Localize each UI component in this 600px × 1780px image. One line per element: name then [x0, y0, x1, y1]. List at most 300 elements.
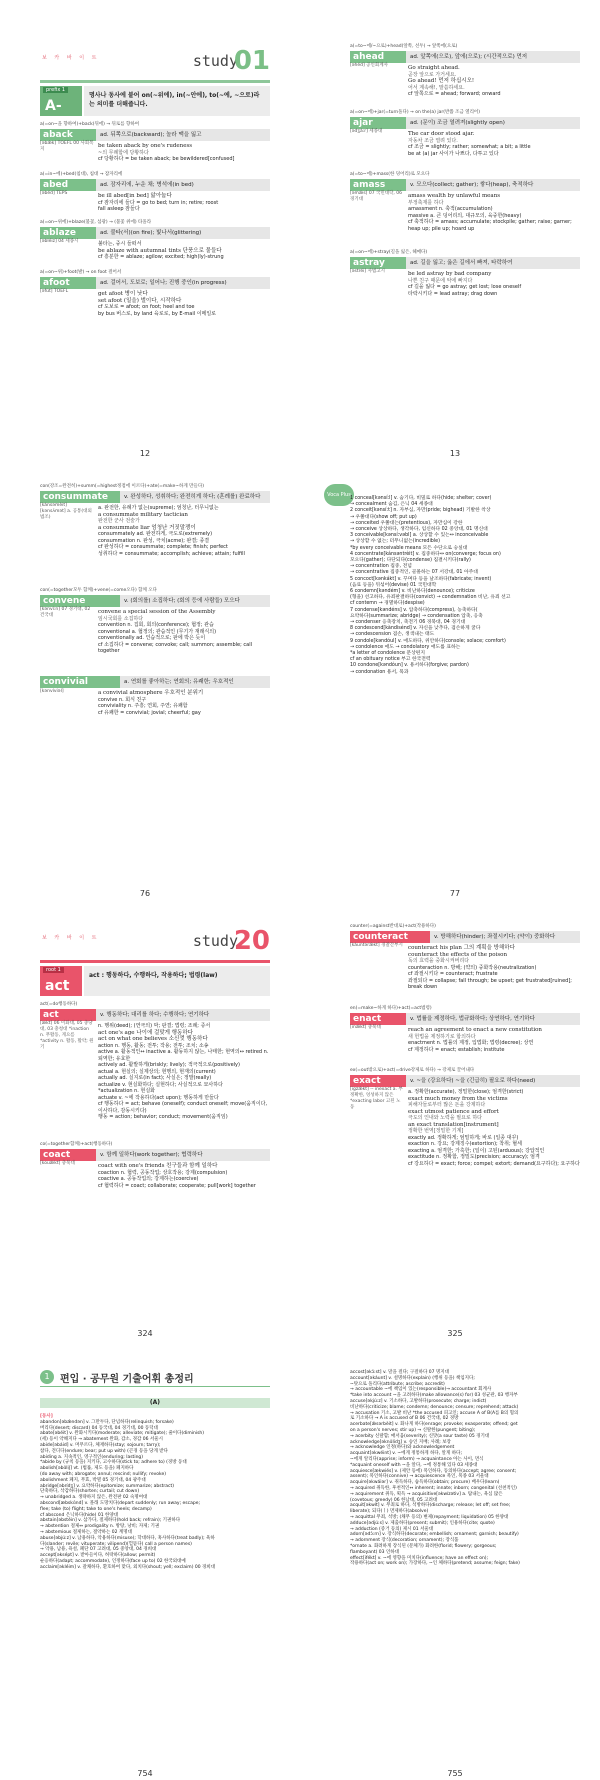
list-item: → conceited 우쭐대는(pretentious), 자만심이 강한 [350, 520, 463, 526]
pronunciation: [əbǽk] TOEFL 00 사회복지 [40, 141, 94, 152]
related: 타락시키다 = lead astray; drag down [408, 290, 498, 297]
list-item: 비난하다(criticize; blame; condemn; denounce; censure; reprehend; attack) [350, 1404, 519, 1410]
headword: exact [350, 1075, 406, 1087]
etymology: a(=on~위)+foot(발) → on foot 걸어서 [40, 270, 122, 275]
example: a consummate liar 엄청난 거짓말쟁이 [98, 524, 196, 531]
related: *actualization n. 현실화 [98, 1088, 155, 1094]
definition: v. ~을 (강요하다) ~을 (긴급히) 필요로 하다(need) [406, 1075, 580, 1087]
list-item: assent); 묵인하다(connive) → acquiescence 묵인, 묵종 03 서울대 [350, 1474, 489, 1480]
related: cf 유쾌한 = convivial; jovial; cheerful; gay [98, 709, 201, 716]
etymology: a(=to~에)+mass(한 덩어리)로 모으다 [350, 172, 430, 177]
pronunciation: [kənvíviəl] [40, 689, 64, 694]
headword: convene [40, 595, 120, 607]
list-item: → 우쭐대다(show off; put up) [350, 514, 417, 520]
related: cf 강요하다 = exact; force; compel; extort; demand(요구하다); 요구하다 [408, 1160, 580, 1167]
list-item: 단축하다, 삭감하다(shorten; curtail; cut down) [40, 1489, 140, 1495]
list-item: flee; take (to) flight; take to one's heels; decamp) [40, 1506, 152, 1512]
list-item: → abstemious 절제하는, 절약하는 02 계명대 [40, 1529, 132, 1535]
example: amass wealth by unlawful means [408, 193, 501, 199]
root-box [40, 966, 82, 996]
definition: ad. 앞쪽에(으로), 앞에(으로); (시간적으로) 먼저 [406, 51, 580, 63]
headword: ajar [350, 117, 406, 129]
related: convention n. 집회, 회의(conference); 협정; 관습 [98, 622, 214, 628]
example: be ablaze with autumnal tints 단풍으로 물들다 [98, 247, 222, 254]
related: 좌절되다 = collapse; fall through; be upset; get frustrated[ruined]; break down [408, 977, 572, 990]
headword: ablaze [40, 227, 96, 239]
pronunciation: [əstréi] 사법고시 [350, 269, 385, 274]
page-324 [10, 920, 280, 1340]
list-item: acerbate[ǽsərbèit] v. 화나게 하다(enrage; provoke; exasperate; offend; get [350, 1422, 518, 1428]
definition: v. 방해하다(hinder); 좌절시키다; (약이) 중화하다 [430, 931, 580, 943]
list-item: (covetous; greedy) 06 한남대, 05 고려대 [350, 1497, 438, 1503]
related: actualize v. 현실화하다; 실현하다; 사실적으로 묘사하다 [98, 1081, 223, 1088]
example: convene a special session of the Assembly [98, 609, 216, 615]
list-item: *a letter of condolence 문상편지 [350, 651, 426, 657]
pronunciation: [ədʒáːr] 세종대 [350, 129, 383, 134]
entry-body [98, 143, 270, 163]
list-item: → adduction (증거 등의) 제시 01 서울대 [350, 1526, 434, 1532]
list-item: accept[əksépt] v. 받아들이다, 허락하다(allow; permit) [40, 1553, 156, 1559]
related: counteraction n. 방해; (약의) 중화작용(neutralization) [408, 964, 537, 971]
related: 행동 = action; behavior; conduct; movement(움직임) [98, 1114, 228, 1120]
page-number: 77 [449, 889, 461, 898]
entry-astray [350, 250, 580, 297]
related: cf 길을 잃다 = go astray; get lost; lose oneself [408, 284, 522, 290]
list-item: acquire[əkwáiər] v. 취득하다, 습득하다(obtain; procure) 배우다(learn) [350, 1480, 500, 1486]
list-item: 로 기소하다 → A is accused of B 06 건국대, 02 경방 [350, 1416, 459, 1422]
list-item: *abide by (규칙 등을) 지키다, 고수하다(stick to; adhere to) (경방 동대 [40, 1460, 187, 1466]
entry-convivial [40, 676, 270, 716]
definition: ad. 뒤쪽으로(backward); 놀라 맥을 잃고 [96, 129, 270, 141]
list-item: abuse[əbjúːz] v. 남용하다, 악용하다(misuse); 학대하다, 혹사하다(treat badly); 욕하 [40, 1535, 215, 1541]
related: a. 완전한, 유례가 없는(supreme); 엄청난, 터무니없는 [98, 505, 219, 511]
chapter-title: 편입 · 공무원 기출어휘 총정리 [60, 1374, 194, 1385]
list-item: (음료 등을) 뒤섞어(devise) 01 국민대학 [350, 582, 437, 588]
list-item: → condolence 애도 → condolatory 애도를 표하는 [350, 644, 461, 650]
related: exactitude n. 정확함, 정밀도(precision; accuracy); 엄격 [408, 1154, 540, 1160]
definition: ad. 불타(서)(on fire); 빛나서(glittering) [96, 227, 270, 239]
list-item: → acknowledge 인정(하다)와 acknowledgement [350, 1445, 455, 1451]
pronunciation: [kənvíːn] 07 경기대, 02 건국대 [40, 607, 91, 618]
related: action n. 행동, 활동; 전투; 작용; 전투; 조치; 소송 [98, 1042, 209, 1049]
list-item: 요약하다(summarize; abridge) → condensation 압축, 응축 [350, 613, 483, 619]
etymology: act(=do행동하다) [40, 1002, 78, 1007]
pronunciation: [əhéd] 공인회계사 [350, 63, 388, 68]
related: amassment n. 축적(accumulation) [408, 206, 493, 212]
etymology: a(=on~에)+jar(=turn돌다) → on the(a) jar(반쯤 조금 열리어) [350, 110, 481, 115]
list-item: acknowledge[əknɑ́lidʒ] v. 승인 지배; 사례; 보장 [350, 1439, 451, 1445]
page-77 [320, 480, 590, 900]
related: conventional a. 협정의; 관습적인 (무기가 재래식의) [98, 628, 217, 635]
etymology: con(강조=완전히)+summ(=highest정점에 이르다)+ate(=make~하게 만들다) [40, 484, 204, 489]
list-item: → 악용, 남용, 욕설, 폐단 07 고려대, 05 중앙대, 04 경희대 [40, 1547, 157, 1553]
list-item: abate[əbéit] v. 완화시키다(moderate; alleviate; mitigate); 줄이다(diminish) [40, 1431, 205, 1437]
list-item: 버리다(desert; discard) 04 동국대, 04 경기대, 00 동덕대 [40, 1425, 158, 1431]
example: a consummate military tactician [98, 511, 188, 518]
entry-body [408, 945, 580, 991]
related: actuate v. ~에 작용하다(act upon); 행동하게 만들다 [98, 1094, 219, 1101]
list-item: acquiesce[ækwiés] v. (제안 등에) 묵인하다, 동의하다(accept; agree; consent; [350, 1468, 517, 1474]
related: a. 정확한(accurate), 정밀한(close); 엄격한(strict) [408, 1089, 524, 1095]
list-item: cf abscond 은닉하다(hide) 01 한양대 [40, 1512, 119, 1518]
related: exacting a. 엄격한; 가혹한; (일이) 고된(arduous); 강압적인 [408, 1147, 545, 1154]
page-13 [320, 40, 590, 460]
list-item: 4 concentrate[kánsəntrèit] v. 집중하다↔ on(converge; focus on) [350, 551, 501, 557]
headword: astray [350, 257, 406, 269]
example: act on what one believes 소신껏 행동하다 [98, 1036, 208, 1042]
related: actual a. 현실의; 실제상의; 현행의, 현재의(current) [98, 1068, 216, 1075]
entry-convene [40, 588, 270, 655]
translation: ~의 무례함에 당황하다 [98, 149, 149, 156]
page-number: 325 [447, 1329, 463, 1338]
pronunciation: [əbléiz] 04 세종시 [40, 239, 79, 244]
appendix-title [40, 1368, 270, 1387]
list-item: abandon[əbǽndən] v. 그만두다, 단념하다(relinquish; forsake) [40, 1419, 174, 1425]
page-number: 755 [447, 1769, 463, 1778]
headword: coact [40, 1149, 96, 1161]
definition: a. 연회를 좋아하는; 연회의; 유쾌한; 우호적인 [120, 676, 270, 688]
pronunciation: [əmǽs] 07 국민대학, 06 경기대 [350, 191, 402, 202]
list-item: acquaint[əkwéint] v. ~에게 정통하게 하다, 알게 하다; [350, 1451, 462, 1457]
example: exact utmost patience and effort [408, 1108, 499, 1115]
list-item: → acquired 취득한, 후천적인↔ inherent; innate; inborn; congenital (선천적인) [350, 1485, 517, 1491]
list-item: → abstention 절제↔ prodigality n. 방탕, 낭비; 자제; 기권 [40, 1524, 160, 1530]
brand-label: 보 카 바 이 트 [42, 935, 100, 941]
example: an exact translation[instrument] [408, 1121, 499, 1128]
appendix-list [40, 1414, 272, 1571]
etymology: ex(=out밖으로)+act(=drive강제로 하다) → 강제로 끌어내다 [350, 1068, 475, 1073]
list-item: → condonation 용서, 묵과 [350, 669, 409, 675]
pronunciation: [kàuntərǽkt] 경찰간부시 [350, 943, 403, 948]
appendix-list [350, 1370, 582, 1567]
entry-coact [40, 1142, 270, 1189]
entry-body [98, 193, 270, 213]
etymology: en(=make~하게 하다)+act(=act법령) [350, 1006, 432, 1011]
list-item: 참다, 견디다(endure; bear; put up with) (곤경 등을 당게 받다 [40, 1448, 168, 1454]
related: consummation n. 완성, 극치(acme); 완결; 종결 [98, 537, 210, 544]
example: get afoot 병이 낫다 [98, 291, 148, 297]
translation: 자동차 조금 열려 있다. [408, 137, 458, 144]
entry-body [408, 271, 580, 297]
related: active a. 활동적인↔ inactive a. 활동하지 않는, 나태한; 현역의↔ retired n. 퇴역한; 유효한 [98, 1049, 269, 1062]
list-item: 10 condone[kəndóun] v. 용서하다(forgive; pardon) [350, 663, 469, 669]
list-item: abscond[æbskɑ́nd] v. 몰래 도망치다(depart suddenly; run away; escape; [40, 1500, 201, 1506]
translation: 극도의 인내와 노력을 필요로 하다 [408, 1115, 482, 1121]
related: cf 완성하다 = consummate; complete; finish; perfect [98, 544, 228, 550]
list-item: → conceive 상상하다, 생각하다, 임신하다 02 중앙대, 01 명신대 [350, 527, 488, 533]
related: cf 잠자리에 들다 = go to bed; turn in; retire; roost [98, 199, 219, 206]
list-item: ~에게 알리다(apprise; inform) → acquaintance 아는 사이, 면식 [350, 1456, 484, 1462]
related: coaction n. 협력, 공동작업; 상호작용; 강제(compulsion) [98, 1169, 228, 1176]
list-item: 1 conceal[kənsíːl] v. 숨기다, 비밀로 하다(hide; shelter; cover) [350, 496, 492, 501]
definition: v. 행동하다; 대리를 하다; 수행하다; 연기하다 [96, 1009, 270, 1021]
study-header [40, 46, 270, 83]
entry-enact [350, 1006, 580, 1053]
related: cf 좌절시키다 = counteract; frustrate [408, 971, 498, 977]
pronunciation: [əbéd] TEPS [40, 191, 68, 196]
etymology: counter(=against반대로)+act(작용하다) [350, 924, 436, 929]
related: 불타는, 중시 들떠서 [98, 241, 142, 247]
list-item: 9 condole[kəndóul] v. 애도하다, 위안하다(console; solace; comfort) [350, 638, 506, 644]
entry-ablaze [40, 220, 270, 261]
prefix-box [40, 86, 82, 116]
list-item: → condescension 겸손, 생색내는 태도 [350, 632, 435, 638]
pronunciation: [kánsəmèit] [kənsʌ́mət] a. 공통(대외법조) [40, 503, 92, 520]
related: fall asleep 잠들다 [98, 206, 140, 212]
page-12 [10, 40, 280, 460]
list-item: abridge[əbrídʒ] v. 요약하다(epitomize; summarize; abstract) [40, 1483, 174, 1489]
prefix-name: A- [45, 98, 62, 114]
entry-body [98, 505, 270, 557]
entry-body [98, 690, 270, 716]
pronunciation: [inǽkt] 충북대 [350, 1025, 381, 1030]
page-325 [320, 920, 590, 1340]
related: cf 소집하다 = convene; convoke; call; summon; assemble; call together [98, 641, 252, 654]
list-item: → concentration 집중, 전념 [350, 564, 412, 570]
headword: consummate [40, 491, 120, 503]
example: be taken aback by one's rudeness [98, 143, 193, 149]
translation: 부정축재를 하다 [408, 199, 444, 206]
related: by bus 버스로, by land 육로로, by E-mail 이메일로 [98, 310, 217, 317]
root-tag: root 1 [43, 967, 64, 973]
list-item: (세) 등이 약해지다 → abatement 완화, 감소, 경감 06 서울시 [40, 1437, 163, 1443]
list-item: *take into account ~을 고려하다(make allowance(s) for) 03 성균관, 03 행자부 [350, 1393, 518, 1399]
entry-body [408, 1089, 580, 1167]
study-word: study [192, 52, 238, 70]
list-item: → adornment 장식(decoration; ornament); 장식품 [350, 1538, 459, 1544]
list-item: acquit[əkwít] v. 무죄로 하다, 석방하다(discharge; release; let off; set free; [350, 1503, 511, 1509]
list-item: (do away with; abrogate; annul; rescind; nullify; revoke) [40, 1471, 167, 1477]
prefix-tag: prefix 1 [43, 87, 68, 93]
entry-ajar [350, 110, 580, 157]
study-word: study [192, 932, 238, 950]
related: cf 축적하다 = amass; accumulate; stockpile; gather; raise; garner; heap up; pile up; hoard up [408, 219, 572, 232]
entry-body [98, 291, 270, 317]
page-number: 324 [137, 1329, 153, 1338]
related: conventionally ad. 인습적으로; 판에 박은 듯이 [98, 635, 206, 641]
headword: enact [350, 1013, 406, 1025]
translation: 임시국회를 소집하다 [98, 615, 144, 622]
list-item: (형을) 선고하다, 유죄판결하다(convict) → condemnation 비난, 유죄 선고 [350, 595, 511, 601]
entry-body [98, 241, 270, 261]
section-label: [동사] [40, 1414, 53, 1419]
entry-body [408, 193, 580, 232]
list-item: abolishment 폐지, 무효, 박멸 05 경기대, 04 광주대 [40, 1477, 146, 1483]
example: counteract the effects of the poison [408, 951, 508, 958]
page-number: 754 [137, 1769, 153, 1778]
list-item: → condenser 응축장치, 축전기 06 경북대, 04 경기대 [350, 620, 466, 626]
headword: aback [40, 129, 96, 141]
translation: 완전한 군사 전술가 [98, 518, 140, 524]
list-item: abstain[əbstéin] v. 삼가다, 절제하다(hold back; refrain); 기권하다 [40, 1518, 181, 1524]
example: a convivial atmosphere 우호적인 분위기 [98, 690, 204, 696]
related: cf 협력하다 = coact; collaborate; cooperate; pull[work] together [98, 1182, 256, 1189]
list-item: *by every conceivable means 모든 수단으로 숭실대 [350, 545, 468, 551]
list-item: → concentrative 집중적인, 골몰하는 07 서강대, 01 아주대 [350, 570, 478, 576]
pronunciation: [ækt] 06 이화대, 05 충당대, 03 충청대 *inaction n. 무활동, 게으름 *activity n. 활동, 활약; 원기 [40, 1021, 94, 1050]
page-755 [320, 1360, 590, 1780]
related: coactive a. 공동작업의; 강제하는(coercive) [98, 1176, 199, 1182]
related: actively ad. 활발하게(briskly; lively); 적극적으로(positively) [98, 1062, 240, 1068]
related: be at (a) jar 사이가 나쁘다, 다투고 있다 [408, 150, 499, 157]
related: cf 제정하다 = enact; establish; institute [408, 1046, 505, 1053]
definition: ad. 잠자리에, 누운 채; 병석에(in bed) [96, 179, 270, 191]
related: n. 행위(deed); (연극의) 막; 판결; 법령; 조례; 증서 [98, 1023, 211, 1029]
example: The car door stood ajar. [408, 131, 475, 137]
example: exact much money from the victims [408, 1095, 508, 1102]
related: consummately ad. 완전하게, 극도로(extremely) [98, 531, 213, 537]
example: Go ahead! 먼저 하십시오! [408, 78, 475, 84]
etymology: con(=together모두 함께)+vene(=come오다) 함께 오다 [40, 588, 157, 593]
definition: v. (회의를) 소집하다; (회의 등에 사람들) 모으다 [120, 595, 270, 607]
chapter-number: 1 [40, 1370, 54, 1384]
example: be led astray by bad company [408, 271, 492, 277]
entry-body [98, 1023, 270, 1121]
page-76 [10, 480, 280, 900]
example: counteract his plan 그의 계획을 방해하다 [408, 945, 515, 951]
root-description: act : 행동하다, 수행하다, 작용하다; 법령(law) [84, 966, 270, 996]
example: be ill abed[in bed] 앓아눕다 [98, 193, 172, 199]
list-item: 7 condense[kəndéns] v. 압축하다(compress), 농축하다( [350, 607, 478, 613]
list-item: → unabridged a. 생략하지 않은, 완전판 02 숙명여대 [40, 1495, 148, 1501]
example: Go straight ahead. [408, 65, 460, 71]
headword: amass [350, 179, 406, 191]
example: act one's age 나이에 걸맞게 행동하다 [98, 1029, 193, 1036]
list-item: adorn[ədɔ́ːrn] v. 장식하다(decorate; embellish; ornament; garnish; beautify) [350, 1532, 519, 1538]
etymology: a(=on~위에)+blaze(불꽃, 섬광) → (불꽃 위에) 타올라 [40, 220, 152, 225]
related: cf 도보로 = afoot; on foot; heel and toe [98, 304, 195, 310]
etymology: a(=in~에)+bed(침대), 침대 → 잠자리에 [40, 172, 123, 177]
translation: 정확한 번역[정밀한 기계] [408, 1128, 464, 1134]
translation: 나쁜 친구 때문에 악에 빠지다 [408, 277, 473, 284]
study-number: 20 [233, 926, 270, 956]
related: cf 흥분한 = ablaze; agilow; excited; high(ly)-strung [98, 254, 224, 260]
list-item: abide[əbáid] v. 머무르다, 체재하다(stay; sojourn; tarry); [40, 1442, 161, 1448]
related: cf 당황하다 = be taken aback; be bewildered[confused] [98, 156, 235, 162]
list-item: 다(slander; revile; vituperate; vilipend)(헐뜯다) call a person names) [40, 1541, 192, 1547]
related: cf 조금 = slightly; rather; somewhat; a bit; a little [408, 144, 531, 150]
related: cf 행동하다 = act; behave (oneself); conduct oneself; move(움직이다, 이사하다, 감동시키다) [98, 1101, 268, 1114]
related: cf 앞쪽으로 = ahead; forward; onward [408, 91, 501, 97]
related: enactment n. 법률의 제정, 입법화; 법령(decree); 상연 [408, 1040, 534, 1046]
definition: v. 완성하다, 성취하다; 완전히게 하다; (혼례를) 완료하다 [120, 491, 270, 503]
root-name: act [45, 978, 70, 994]
voca-plus-badge: Voca Plus [324, 484, 354, 506]
headword: convivial [40, 676, 120, 688]
list-item: on a person's nerves; stir up) → 신랄한(pungent; biting); [350, 1427, 476, 1433]
list-item: *acquaint oneself with ~을 알다, ~에 정통해 있다 03 세종대 [350, 1462, 478, 1468]
entry-act [40, 1002, 270, 1121]
list-item: flamboyant) 03 인하대 [350, 1549, 400, 1555]
list-item: 5 concoct[kənkákt] v. 꾸며다 등을 날조하다(fabricate; invent) [350, 576, 492, 582]
translation: 곧장 앞으로 가거세요. [408, 71, 457, 78]
definition: v. 법률을 제정하다, 법규화하다; 상연하다, 연기하다 [406, 1013, 580, 1025]
prefix-description: 명사나 동사에 붙어 on(~위에), in(~안에), to(~에, ~으로)라는 의미를 더해줍니다. [84, 86, 270, 116]
list-item: 3 conceivable[kənsíːvəbl] a. 상상할 수 있는↔ inconceivable [350, 533, 489, 539]
list-item: 2 conceit[kənsíːt] n. 자부심, 자만(pride; bighead) 기발한 착상 [350, 508, 491, 514]
pronunciation: [igzǽkt] -- inexact a. 부정확한, 엉성하지 않은 *exacting labor 고된 노동 [350, 1087, 403, 1110]
list-item: effect[ifékt] v. ~에 영향을 미치다(influence; have an effect on); [350, 1555, 489, 1561]
translation: 어서 계속해!, 말씀하세요. [408, 84, 465, 91]
related: 성취하다 = consummate; accomplish; achieve; attain; fulfill [98, 550, 245, 557]
definition: v. 모으다(collect; gather); 쌓다(heap), 축적하다 [406, 179, 580, 191]
list-item: → acerbity 신랄함; 매서움(severity); 신맛(a sour taste) 05 경기대 [350, 1433, 490, 1439]
list-item: → acquirement 취득, 획득 → acquisitive[əkwízətiv] a. 탐내는, 욕심 많은 [350, 1491, 503, 1497]
entry-body [408, 131, 580, 157]
list-item: account[əkáunt] v. 설명하다(explain) (행위 등을) 책임지다; [350, 1375, 475, 1381]
pronunciation: [əfút] TOEFL [40, 289, 69, 294]
example: reach an agreement to enact a new constitution [408, 1027, 542, 1033]
translation: 새 헌법을 제정하기로 합의하다 [408, 1033, 476, 1040]
related: exaction n. 강요; 강제징수(extortion); 착취; 혈세 [408, 1141, 522, 1147]
list-item: ~탓으로 돌리다(attribute; ascribe; accredit) [350, 1381, 445, 1387]
entry-ahead [350, 44, 580, 98]
study-number: 01 [233, 46, 270, 76]
pronunciation: [kouǽkt] 충북대 [40, 1161, 75, 1166]
list-item: accost[əkɔ́ːst] v. 말을 걸다; 구걸하다 07 명지대 [350, 1370, 449, 1375]
headword: ahead [350, 51, 406, 63]
example: coact with one's friends 친구들과 함께 일하다 [98, 1163, 218, 1169]
entry-consummate [40, 484, 270, 557]
entry-exact [350, 1068, 580, 1167]
page-754 [10, 1360, 280, 1780]
list-item: 순응하다(adapt; accommodate), 인정하다(face up to) 02 한국외대예 [40, 1558, 186, 1564]
definition: ad. 걸어서, 도보로; 일어나; 진행 중인(in progress) [96, 277, 270, 289]
entry-body [408, 1027, 580, 1053]
definition: ad. (문이) 조금 열려져(slightly open) [406, 117, 580, 129]
list-item: adduce[ədjúːs] v. 제출하다(present; submit); 인용하다(cite; quote) [350, 1520, 495, 1526]
list-item: → accountable ~에 책임이 있는(responsible)→ accountant 회계사 [350, 1387, 492, 1393]
list-item: accuse[əkjúːz] v. 기소하다, 고발하다(prosecute; charge; indict) [350, 1398, 487, 1404]
headword: abed [40, 179, 96, 191]
list-item: acclaim[əkléim] v. 갈채하다, 환호하여 맞다, 외치다(shout; yell; exclaim) 00 경희대 [40, 1564, 216, 1570]
list-item: → 상상할 수 없는; 터무니없는(incredible) [350, 539, 440, 545]
entry-afoot [40, 270, 270, 317]
related: convive n. 회식 친구 [98, 696, 147, 703]
entry-counteract [350, 924, 580, 991]
entry-aback [40, 122, 270, 163]
list-item: liberate); 되다(ㅣ) 면제하다(absolve) [350, 1509, 429, 1515]
related: actually ad. 실지로(in fact); 사실은; 정말(really) [98, 1075, 212, 1081]
list-item: → accusation 기소, 고발 비난 *the accused 피고인; accuse A of B(A를 B의 혐의 [350, 1410, 519, 1416]
entry-amass [350, 172, 580, 232]
definition: v. 함께 일하다(work together); 협력하다 [96, 1149, 270, 1161]
list-item: 모으다(gather); 다단되다(condense) 집결시키다(rally) [350, 558, 471, 564]
list-item: → acquittal 무죄, 석방; (채무 등의) 변제(repayment; liquidation) 05 한양대 [350, 1514, 509, 1520]
etymology: a(=to~에/~으로)+head(앞쪽, 선두) → 앞쪽에(으로) [350, 44, 458, 49]
entry-body [408, 65, 580, 98]
translation: 피해자들로부터 많은 돈을 강제하다 [408, 1102, 486, 1108]
page-number: 76 [139, 889, 151, 898]
headword: act [40, 1009, 96, 1021]
entry-body [98, 609, 270, 655]
voca-plus-list [350, 496, 582, 676]
list-item: → concealment 숨김, 은닉 04 세종대 [350, 502, 433, 508]
list-item: abiding a. 지속적인, 영구적인(enduring; lasting) [40, 1454, 144, 1460]
entry-abed [40, 172, 270, 213]
section-band: (A) [40, 1398, 270, 1408]
entry-body [98, 1163, 270, 1189]
list-item: 작용하다(act on; work on); 가장하다, ~인 체하다(pretend; assume; feign; fake) [350, 1561, 520, 1567]
definition: ad. 길을 잃고; 옳은 길에서 빠져, 타락하여 [406, 257, 580, 269]
example: set afoot (일을) 벌이다, 시작하다 [98, 297, 182, 304]
page-number: 13 [449, 449, 461, 458]
related: massive a. 큰 덩어리의, 대규모의, 육중한(heavy) [408, 212, 522, 219]
list-item: cf contemn → 경멸하다(despise) [350, 601, 425, 607]
headword: counteract [350, 931, 430, 943]
related: conviviality n. 주흥; 연회, 주연; 유쾌함 [98, 703, 188, 709]
list-item: abolish[əbɑ́liʃ] vt. (법률, 제도 등을) 폐지하다 [40, 1466, 134, 1472]
